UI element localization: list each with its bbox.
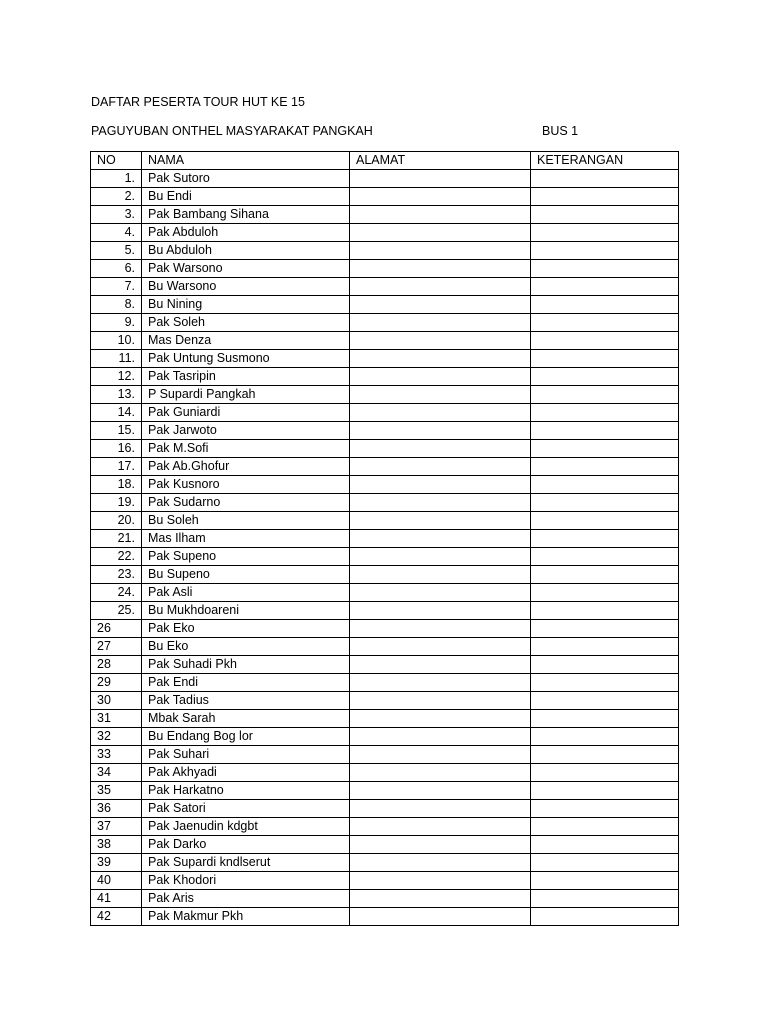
address-cell (350, 170, 531, 188)
row-number-cell: 33 (91, 746, 142, 764)
name-cell: Pak Suhari (142, 746, 350, 764)
remarks-cell (531, 620, 679, 638)
name-cell: Pak Khodori (142, 872, 350, 890)
table-row (91, 512, 679, 530)
address-cell (350, 404, 531, 422)
table-row (91, 422, 679, 440)
address-cell (350, 656, 531, 674)
address-cell (350, 638, 531, 656)
row-number-cell: 29 (91, 674, 142, 692)
address-cell (350, 494, 531, 512)
table-row (91, 278, 679, 296)
remarks-cell (531, 602, 679, 620)
row-number-cell: 40 (91, 872, 142, 890)
row-number-cell: 26 (91, 620, 142, 638)
row-number-cell: 35 (91, 782, 142, 800)
table-row (91, 494, 679, 512)
address-cell (350, 368, 531, 386)
row-number-cell: 9. (91, 314, 142, 332)
table-row (91, 548, 679, 566)
name-cell: Pak Darko (142, 836, 350, 854)
row-number-cell: 42 (91, 908, 142, 926)
address-cell (350, 224, 531, 242)
address-cell (350, 818, 531, 836)
name-cell: Bu Abduloh (142, 242, 350, 260)
remarks-cell (531, 476, 679, 494)
row-number-cell: 18. (91, 476, 142, 494)
row-number-cell: 30 (91, 692, 142, 710)
participant-table (90, 151, 679, 926)
remarks-cell (531, 458, 679, 476)
name-cell: Bu Endi (142, 188, 350, 206)
table-row (91, 566, 679, 584)
remarks-cell (531, 170, 679, 188)
address-cell (350, 692, 531, 710)
table-row (91, 224, 679, 242)
address-cell (350, 314, 531, 332)
remarks-cell (531, 188, 679, 206)
table-row (91, 350, 679, 368)
table-row (91, 620, 679, 638)
address-cell (350, 332, 531, 350)
table-row (91, 206, 679, 224)
remarks-cell (531, 332, 679, 350)
name-cell: Pak Tadius (142, 692, 350, 710)
remarks-cell (531, 278, 679, 296)
address-cell (350, 188, 531, 206)
row-number-cell: 15. (91, 422, 142, 440)
remarks-cell (531, 656, 679, 674)
row-number-cell: 37 (91, 818, 142, 836)
header-keterangan: KETERANGAN (531, 152, 679, 170)
address-cell (350, 296, 531, 314)
name-cell: Pak Ab.Ghofur (142, 458, 350, 476)
address-cell (350, 890, 531, 908)
row-number-cell: 8. (91, 296, 142, 314)
table-row (91, 242, 679, 260)
remarks-cell (531, 350, 679, 368)
name-cell: Bu Mukhdoareni (142, 602, 350, 620)
address-cell (350, 746, 531, 764)
address-cell (350, 548, 531, 566)
address-cell (350, 800, 531, 818)
remarks-cell (531, 224, 679, 242)
row-number-cell: 10. (91, 332, 142, 350)
row-number-cell: 4. (91, 224, 142, 242)
row-number-cell: 14. (91, 404, 142, 422)
remarks-cell (531, 890, 679, 908)
name-cell: Pak Soleh (142, 314, 350, 332)
name-cell: Pak M.Sofi (142, 440, 350, 458)
name-cell: Bu Endang Bog lor (142, 728, 350, 746)
document-title: DAFTAR PESERTA TOUR HUT KE 15 (91, 95, 305, 109)
table-row (91, 908, 679, 926)
table-row (91, 188, 679, 206)
name-cell: Pak Eko (142, 620, 350, 638)
address-cell (350, 674, 531, 692)
remarks-cell (531, 422, 679, 440)
remarks-cell (531, 242, 679, 260)
table-row (91, 710, 679, 728)
address-cell (350, 476, 531, 494)
address-cell (350, 764, 531, 782)
name-cell: P Supardi Pangkah (142, 386, 350, 404)
table-row (91, 386, 679, 404)
remarks-cell (531, 692, 679, 710)
name-cell: Pak Untung Susmono (142, 350, 350, 368)
remarks-cell (531, 764, 679, 782)
row-number-cell: 6. (91, 260, 142, 278)
row-number-cell: 20. (91, 512, 142, 530)
row-number-cell: 17. (91, 458, 142, 476)
remarks-cell (531, 782, 679, 800)
table-row (91, 782, 679, 800)
remarks-cell (531, 854, 679, 872)
row-number-cell: 23. (91, 566, 142, 584)
remarks-cell (531, 368, 679, 386)
name-cell: Pak Sutoro (142, 170, 350, 188)
remarks-cell (531, 260, 679, 278)
remarks-cell (531, 800, 679, 818)
table-row (91, 368, 679, 386)
table-row (91, 656, 679, 674)
remarks-cell (531, 512, 679, 530)
name-cell: Pak Warsono (142, 260, 350, 278)
remarks-cell (531, 638, 679, 656)
row-number-cell: 36 (91, 800, 142, 818)
table-row (91, 170, 679, 188)
name-cell: Pak Sudarno (142, 494, 350, 512)
table-row (91, 854, 679, 872)
name-cell: Bu Warsono (142, 278, 350, 296)
remarks-cell (531, 386, 679, 404)
table-row (91, 818, 679, 836)
address-cell (350, 728, 531, 746)
name-cell: Bu Eko (142, 638, 350, 656)
name-cell: Pak Bambang Sihana (142, 206, 350, 224)
table-row (91, 296, 679, 314)
address-cell (350, 458, 531, 476)
name-cell: Pak Makmur Pkh (142, 908, 350, 926)
row-number-cell: 25. (91, 602, 142, 620)
address-cell (350, 854, 531, 872)
name-cell: Pak Aris (142, 890, 350, 908)
table-row (91, 638, 679, 656)
organization-name: PAGUYUBAN ONTHEL MASYARAKAT PANGKAH (91, 124, 373, 138)
address-cell (350, 242, 531, 260)
table-row (91, 746, 679, 764)
name-cell: Pak Jaenudin kdgbt (142, 818, 350, 836)
table-row (91, 800, 679, 818)
address-cell (350, 422, 531, 440)
address-cell (350, 512, 531, 530)
remarks-cell (531, 404, 679, 422)
name-cell: Mas Ilham (142, 530, 350, 548)
table-header-row (91, 152, 679, 170)
table-row (91, 764, 679, 782)
address-cell (350, 602, 531, 620)
remarks-cell (531, 836, 679, 854)
table-row (91, 872, 679, 890)
name-cell: Pak Jarwoto (142, 422, 350, 440)
remarks-cell (531, 566, 679, 584)
row-number-cell: 11. (91, 350, 142, 368)
name-cell: Bu Nining (142, 296, 350, 314)
table-row (91, 332, 679, 350)
address-cell (350, 206, 531, 224)
address-cell (350, 530, 531, 548)
address-cell (350, 908, 531, 926)
name-cell: Bu Soleh (142, 512, 350, 530)
table-row (91, 314, 679, 332)
name-cell: Pak Endi (142, 674, 350, 692)
remarks-cell (531, 908, 679, 926)
table-row (91, 836, 679, 854)
name-cell: Pak Supardi kndlserut (142, 854, 350, 872)
row-number-cell: 1. (91, 170, 142, 188)
bus-label: BUS 1 (542, 124, 579, 138)
address-cell (350, 782, 531, 800)
remarks-cell (531, 530, 679, 548)
header-nama: NAMA (142, 152, 350, 170)
row-number-cell: 41 (91, 890, 142, 908)
name-cell: Pak Asli (142, 584, 350, 602)
remarks-cell (531, 440, 679, 458)
address-cell (350, 260, 531, 278)
table-row (91, 674, 679, 692)
row-number-cell: 16. (91, 440, 142, 458)
remarks-cell (531, 314, 679, 332)
table-row (91, 260, 679, 278)
remarks-cell (531, 746, 679, 764)
row-number-cell: 22. (91, 548, 142, 566)
name-cell: Mas Denza (142, 332, 350, 350)
address-cell (350, 836, 531, 854)
name-cell: Bu Supeno (142, 566, 350, 584)
name-cell: Pak Suhadi Pkh (142, 656, 350, 674)
address-cell (350, 872, 531, 890)
row-number-cell: 3. (91, 206, 142, 224)
row-number-cell: 12. (91, 368, 142, 386)
row-number-cell: 5. (91, 242, 142, 260)
name-cell: Pak Kusnoro (142, 476, 350, 494)
address-cell (350, 386, 531, 404)
remarks-cell (531, 548, 679, 566)
row-number-cell: 13. (91, 386, 142, 404)
name-cell: Mbak Sarah (142, 710, 350, 728)
table-row (91, 602, 679, 620)
row-number-cell: 2. (91, 188, 142, 206)
remarks-cell (531, 818, 679, 836)
name-cell: Pak Tasripin (142, 368, 350, 386)
table-row (91, 692, 679, 710)
address-cell (350, 278, 531, 296)
header-no: NO (91, 152, 142, 170)
table-row (91, 440, 679, 458)
remarks-cell (531, 494, 679, 512)
address-cell (350, 566, 531, 584)
remarks-cell (531, 674, 679, 692)
row-number-cell: 28 (91, 656, 142, 674)
row-number-cell: 19. (91, 494, 142, 512)
address-cell (350, 620, 531, 638)
address-cell (350, 440, 531, 458)
remarks-cell (531, 872, 679, 890)
name-cell: Pak Abduloh (142, 224, 350, 242)
row-number-cell: 32 (91, 728, 142, 746)
row-number-cell: 24. (91, 584, 142, 602)
row-number-cell: 21. (91, 530, 142, 548)
row-number-cell: 34 (91, 764, 142, 782)
table-row (91, 890, 679, 908)
remarks-cell (531, 728, 679, 746)
row-number-cell: 27 (91, 638, 142, 656)
remarks-cell (531, 296, 679, 314)
remarks-cell (531, 584, 679, 602)
table-row (91, 728, 679, 746)
header-alamat: ALAMAT (350, 152, 531, 170)
remarks-cell (531, 206, 679, 224)
name-cell: Pak Akhyadi (142, 764, 350, 782)
table-row (91, 404, 679, 422)
name-cell: Pak Supeno (142, 548, 350, 566)
table-row (91, 458, 679, 476)
address-cell (350, 710, 531, 728)
row-number-cell: 7. (91, 278, 142, 296)
table-row (91, 530, 679, 548)
table-row (91, 584, 679, 602)
row-number-cell: 39 (91, 854, 142, 872)
name-cell: Pak Satori (142, 800, 350, 818)
name-cell: Pak Guniardi (142, 404, 350, 422)
address-cell (350, 584, 531, 602)
row-number-cell: 38 (91, 836, 142, 854)
address-cell (350, 350, 531, 368)
table-row (91, 476, 679, 494)
name-cell: Pak Harkatno (142, 782, 350, 800)
remarks-cell (531, 710, 679, 728)
row-number-cell: 31 (91, 710, 142, 728)
table-body (91, 170, 679, 926)
